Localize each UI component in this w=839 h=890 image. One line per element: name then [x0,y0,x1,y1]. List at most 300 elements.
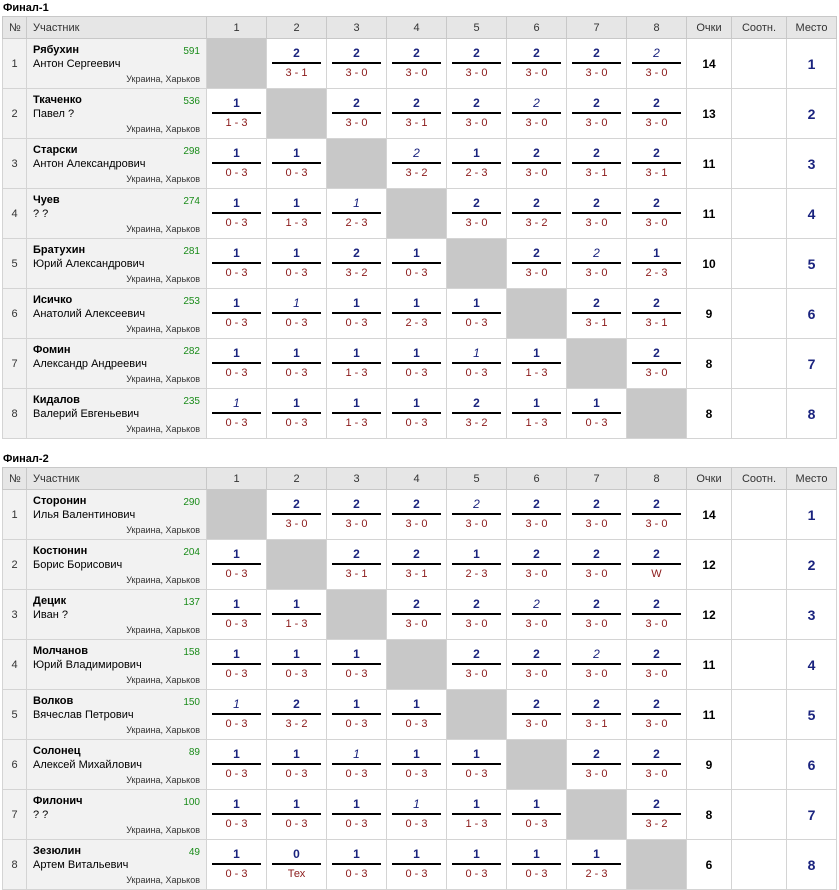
match-score: 3 - 1 [585,167,608,179]
match-cell[interactable] [267,590,327,640]
match-divider [572,563,621,565]
match-score: Тех [287,868,306,880]
match-cell[interactable] [387,139,447,189]
match-cell[interactable] [327,690,387,740]
match-score: 3 - 0 [645,618,668,630]
match-cell[interactable] [207,139,267,189]
player-cell[interactable] [27,189,207,239]
results-table [2,467,837,890]
player-surname[interactable]: Чуев [33,194,60,206]
match-divider [452,112,501,114]
match-score: 0 - 3 [225,618,248,630]
match-divider [332,813,381,815]
match-cell[interactable] [507,89,567,139]
player-city: Украина, Харьков [126,424,200,434]
self-cell [567,790,627,840]
match-cell[interactable] [207,740,267,790]
match-score: 3 - 0 [645,67,668,79]
match-cell[interactable] [327,540,387,590]
match-score: 0 - 3 [225,768,248,780]
match-cell[interactable] [627,139,687,189]
match-score: 3 - 0 [645,518,668,530]
match-points: 0 [293,847,300,861]
match-divider [572,312,621,314]
player-city: Украина, Харьков [126,825,200,835]
match-cell[interactable] [567,840,627,890]
match-divider [452,62,501,64]
match-points: 2 [653,96,660,110]
player-city: Украина, Харьков [126,525,200,535]
player-cell[interactable] [27,339,207,389]
match-cell[interactable] [327,189,387,239]
row-number: 2 [3,540,27,590]
match-cell[interactable] [507,640,567,690]
match-divider [332,62,381,64]
ratio-cell [732,289,787,339]
match-points: 1 [353,747,360,761]
match-cell[interactable] [627,89,687,139]
match-cell[interactable] [507,389,567,439]
match-cell[interactable] [627,339,687,389]
match-cell[interactable] [387,790,447,840]
match-score: 0 - 3 [285,417,308,429]
match-cell[interactable] [447,590,507,640]
match-score: 0 - 3 [345,317,368,329]
match-cell[interactable] [627,790,687,840]
match-score: 3 - 0 [645,367,668,379]
match-cell[interactable] [207,790,267,840]
player-cell[interactable] [27,790,207,840]
match-score: 3 - 0 [465,217,488,229]
match-cell[interactable] [567,690,627,740]
player-cell[interactable] [27,89,207,139]
match-cell[interactable] [507,189,567,239]
player-surname[interactable]: Рябухин [33,44,80,56]
row-number: 7 [3,339,27,389]
match-score: 3 - 0 [585,267,608,279]
match-cell[interactable] [327,39,387,89]
match-points: 2 [413,146,420,160]
player-surname[interactable]: Филонич [33,795,83,807]
match-cell[interactable] [387,590,447,640]
match-cell[interactable] [327,740,387,790]
match-score: 3 - 0 [465,668,488,680]
match-score: 3 - 0 [645,668,668,680]
match-cell[interactable] [447,740,507,790]
match-score: 3 - 0 [285,518,308,530]
match-cell[interactable] [627,640,687,690]
player-surname[interactable]: Децик [33,595,67,607]
match-cell[interactable] [447,139,507,189]
match-cell[interactable] [567,590,627,640]
match-cell[interactable] [207,339,267,389]
match-divider [452,212,501,214]
match-score: 1 - 3 [225,117,248,129]
table-row [3,189,837,239]
match-cell[interactable] [447,189,507,239]
header-col-5: 5 [447,17,507,39]
self-cell [447,690,507,740]
match-cell[interactable] [267,239,327,289]
match-cell[interactable] [267,840,327,890]
match-cell[interactable] [507,690,567,740]
match-score: 3 - 0 [405,518,428,530]
total-points: 11 [687,189,732,239]
match-points: 2 [533,547,540,561]
player-surname[interactable]: Сторонин [33,495,87,507]
match-cell[interactable] [627,690,687,740]
match-divider [272,312,321,314]
match-divider [392,112,441,114]
match-cell[interactable] [627,289,687,339]
match-divider [632,212,681,214]
match-cell[interactable] [387,39,447,89]
match-cell[interactable] [387,289,447,339]
match-cell[interactable] [567,389,627,439]
player-cell[interactable] [27,239,207,289]
match-score: 2 - 3 [465,568,488,580]
player-surname[interactable]: Молчанов [33,645,88,657]
match-cell[interactable] [387,89,447,139]
player-surname[interactable]: Исичко [33,294,73,306]
match-score: 0 - 3 [405,868,428,880]
match-divider [272,513,321,515]
match-cell[interactable] [207,239,267,289]
match-points: 1 [233,346,240,360]
ratio-cell [732,740,787,790]
header-row [3,17,837,39]
ratio-cell [732,39,787,89]
match-cell[interactable] [267,790,327,840]
match-cell[interactable] [387,540,447,590]
match-divider [572,62,621,64]
match-divider [572,613,621,615]
match-cell[interactable] [327,640,387,690]
player-surname[interactable]: Ткаченко [33,94,82,106]
player-surname[interactable]: Костюнин [33,545,88,557]
match-score: 0 - 3 [405,267,428,279]
match-divider [212,362,261,364]
match-cell[interactable] [567,239,627,289]
player-surname[interactable]: Братухин [33,244,86,256]
match-divider [452,412,501,414]
place-cell: 7 [787,339,837,389]
match-cell[interactable] [507,339,567,389]
match-points: 1 [293,246,300,260]
match-cell[interactable] [327,239,387,289]
match-cell[interactable] [267,640,327,690]
match-cell[interactable] [207,289,267,339]
player-surname[interactable]: Старски [33,144,78,156]
table-row [3,89,837,139]
match-cell[interactable] [447,39,507,89]
match-points: 2 [653,597,660,611]
player-rating: 281 [183,246,200,257]
match-cell[interactable] [567,640,627,690]
match-cell[interactable] [567,89,627,139]
match-cell[interactable] [387,490,447,540]
match-cell[interactable] [207,540,267,590]
match-cell[interactable] [267,740,327,790]
match-score: 0 - 3 [285,818,308,830]
match-divider [332,763,381,765]
match-score: 3 - 0 [525,568,548,580]
match-divider [332,112,381,114]
match-cell[interactable] [447,540,507,590]
match-score: 3 - 0 [645,117,668,129]
match-divider [392,262,441,264]
match-cell[interactable] [207,389,267,439]
match-cell[interactable] [327,339,387,389]
match-cell[interactable] [267,690,327,740]
match-cell[interactable] [567,540,627,590]
match-score: 0 - 3 [585,417,608,429]
match-points: 1 [473,296,480,310]
player-cell[interactable] [27,139,207,189]
match-cell[interactable] [267,490,327,540]
header-points: Очки [687,468,732,490]
match-score: 3 - 1 [585,317,608,329]
player-city: Украина, Харьков [126,274,200,284]
match-points: 2 [293,697,300,711]
header-col-3: 3 [327,468,387,490]
match-cell[interactable] [627,540,687,590]
match-score: 0 - 3 [225,868,248,880]
match-cell[interactable] [267,39,327,89]
player-surname[interactable]: Зезюлин [33,845,81,857]
match-cell[interactable] [627,39,687,89]
match-divider [512,262,561,264]
match-cell[interactable] [627,189,687,239]
match-divider [512,613,561,615]
match-score: 0 - 3 [465,868,488,880]
match-score: 3 - 0 [585,518,608,530]
match-cell[interactable] [567,740,627,790]
match-points: 1 [233,747,240,761]
table-row [3,239,837,289]
match-points: 2 [653,647,660,661]
match-points: 2 [533,647,540,661]
match-cell[interactable] [207,590,267,640]
match-score: 3 - 2 [285,718,308,730]
total-points: 9 [687,740,732,790]
match-divider [392,412,441,414]
player-rating: 282 [183,346,200,357]
match-score: 0 - 3 [225,818,248,830]
self-cell [507,289,567,339]
self-cell [567,339,627,389]
ratio-cell [732,239,787,289]
match-cell[interactable] [627,239,687,289]
header-place: Место [787,468,837,490]
match-cell[interactable] [387,389,447,439]
player-surname[interactable]: Фомин [33,344,71,356]
match-divider [572,412,621,414]
match-cell[interactable] [567,289,627,339]
match-divider [212,813,261,815]
player-cell[interactable] [27,540,207,590]
table-row [3,490,837,540]
player-cell[interactable] [27,740,207,790]
match-cell[interactable] [207,89,267,139]
match-divider [212,112,261,114]
match-cell[interactable] [507,590,567,640]
match-cell[interactable] [507,540,567,590]
header-player: Участник [27,468,207,490]
match-cell[interactable] [387,339,447,389]
match-divider [512,513,561,515]
match-cell[interactable] [507,790,567,840]
match-cell[interactable] [327,89,387,139]
match-cell[interactable] [567,189,627,239]
match-cell[interactable] [267,189,327,239]
match-points: 2 [653,146,660,160]
match-cell[interactable] [627,490,687,540]
player-cell[interactable] [27,590,207,640]
player-city: Украина, Харьков [126,224,200,234]
match-points: 1 [413,246,420,260]
match-cell[interactable] [327,389,387,439]
player-surname[interactable]: Волков [33,695,74,707]
match-cell[interactable] [387,740,447,790]
match-points: 1 [233,296,240,310]
match-divider [212,563,261,565]
match-points: 2 [533,246,540,260]
match-points: 2 [593,747,600,761]
row-number: 1 [3,490,27,540]
player-cell[interactable] [27,640,207,690]
match-cell[interactable] [327,490,387,540]
player-cell[interactable] [27,39,207,89]
match-cell[interactable] [387,690,447,740]
match-cell[interactable] [207,840,267,890]
match-cell[interactable] [447,289,507,339]
match-cell[interactable] [567,39,627,89]
match-points: 2 [653,797,660,811]
match-score: 0 - 3 [345,818,368,830]
match-cell[interactable] [447,640,507,690]
match-cell[interactable] [567,139,627,189]
place-cell: 8 [787,840,837,890]
match-cell[interactable] [327,790,387,840]
match-points: 2 [533,46,540,60]
match-cell[interactable] [447,840,507,890]
match-points: 2 [593,46,600,60]
match-points: 2 [473,196,480,210]
match-points: 1 [353,647,360,661]
table-row [3,289,837,339]
match-points: 1 [293,597,300,611]
player-first-name: ? ? [33,208,49,220]
match-divider [452,362,501,364]
match-divider [512,162,561,164]
match-cell[interactable] [207,189,267,239]
header-col-4: 4 [387,17,447,39]
match-score: 2 - 3 [465,167,488,179]
player-first-name: Илья Валентинович [33,509,136,521]
match-score: 3 - 0 [585,217,608,229]
table-row [3,339,837,389]
match-points: 2 [473,647,480,661]
match-cell[interactable] [207,640,267,690]
match-points: 2 [353,497,360,511]
player-cell[interactable] [27,690,207,740]
match-divider [452,663,501,665]
player-cell[interactable] [27,840,207,890]
header-num: № [3,17,27,39]
match-divider [212,212,261,214]
match-cell[interactable] [207,690,267,740]
match-cell[interactable] [267,289,327,339]
match-cell[interactable] [387,239,447,289]
match-divider [212,312,261,314]
match-cell[interactable] [627,740,687,790]
match-cell[interactable] [327,289,387,339]
player-city: Украина, Харьков [126,374,200,384]
match-cell[interactable] [627,590,687,640]
match-divider [272,412,321,414]
place-cell: 2 [787,89,837,139]
match-cell[interactable] [267,339,327,389]
match-cell[interactable] [447,339,507,389]
match-score: 1 - 3 [525,367,548,379]
match-cell[interactable] [447,490,507,540]
match-cell[interactable] [507,239,567,289]
results-table [2,16,837,439]
player-cell[interactable] [27,289,207,339]
match-points: 1 [473,747,480,761]
match-divider [392,713,441,715]
match-score: 0 - 3 [225,417,248,429]
match-cell[interactable] [507,39,567,89]
match-cell[interactable] [447,389,507,439]
match-cell[interactable] [507,490,567,540]
match-score: 3 - 0 [645,768,668,780]
player-surname[interactable]: Солонец [33,745,81,757]
match-cell[interactable] [267,389,327,439]
match-divider [632,312,681,314]
match-points: 1 [293,296,300,310]
match-score: 3 - 0 [405,618,428,630]
match-cell[interactable] [447,790,507,840]
row-number: 6 [3,289,27,339]
ratio-cell [732,339,787,389]
match-cell[interactable] [447,89,507,139]
match-cell[interactable] [507,840,567,890]
match-divider [572,212,621,214]
header-points: Очки [687,17,732,39]
match-score: 3 - 1 [345,568,368,580]
match-cell[interactable] [327,840,387,890]
match-score: 3 - 0 [585,618,608,630]
total-points: 12 [687,540,732,590]
player-surname[interactable]: Кидалов [33,394,80,406]
match-cell[interactable] [567,490,627,540]
match-cell[interactable] [507,139,567,189]
match-divider [452,513,501,515]
match-points: 1 [413,697,420,711]
player-cell[interactable] [27,490,207,540]
row-number: 2 [3,89,27,139]
match-score: 3 - 0 [525,518,548,530]
match-points: 2 [533,697,540,711]
match-cell[interactable] [267,139,327,189]
match-divider [512,62,561,64]
match-cell[interactable] [387,840,447,890]
player-cell[interactable] [27,389,207,439]
match-divider [332,513,381,515]
table-row [3,139,837,189]
